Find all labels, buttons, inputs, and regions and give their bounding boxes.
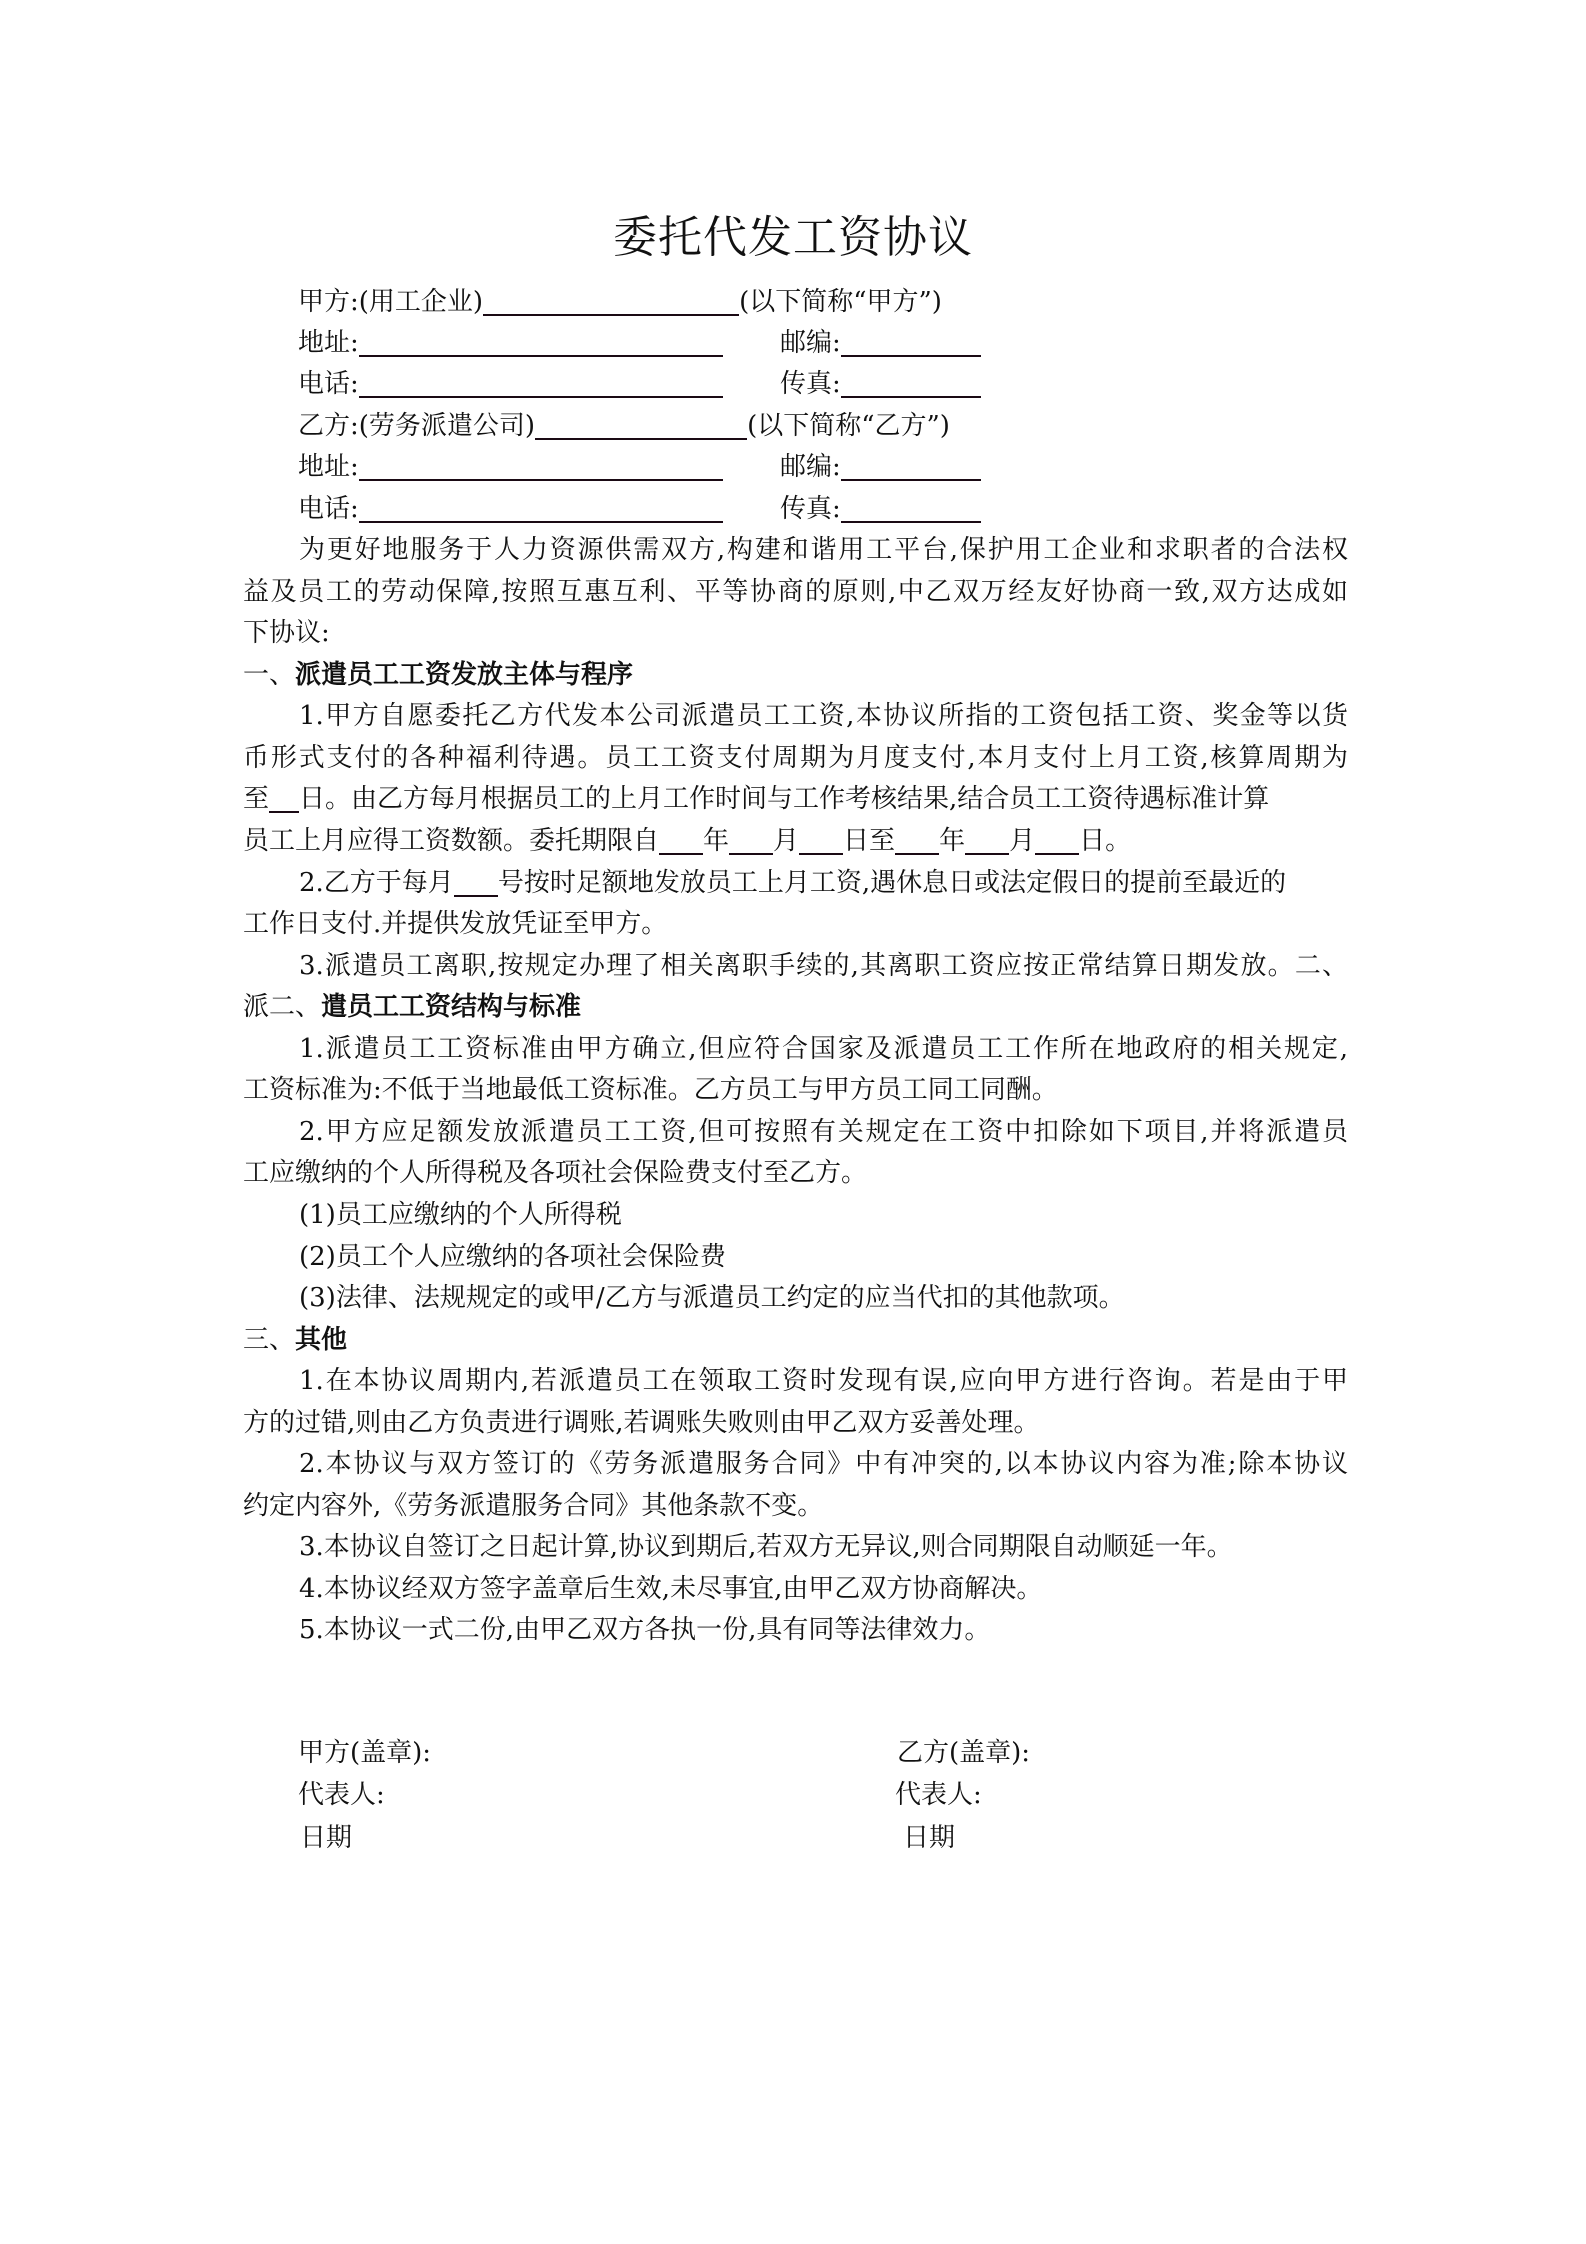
- party-a-postcode-group: [780, 322, 981, 364]
- end-year-field[interactable]: [895, 823, 939, 855]
- party-a-seal-label: 甲方(盖章):: [298, 1738, 432, 1768]
- pay-day-field[interactable]: [454, 865, 498, 897]
- party-a-row: [298, 281, 942, 323]
- section-3-item-1-line: 1.在本协议周期内,若派遣员工在领取工资时发现有误,应向甲方进行咨询。若是由于甲: [299, 1366, 1348, 1396]
- start-day-field[interactable]: [799, 823, 843, 855]
- party-b-representative-label: 代表人:: [895, 1780, 982, 1810]
- section-1-item-2-line: 工作日支付.并提供发放凭证至甲方。: [243, 909, 668, 939]
- section-3-item-5: 5.本协议一式二份,由甲乙双方各执一份,具有同等法律效力。: [299, 1615, 991, 1645]
- party-b-fax-group: [780, 488, 981, 530]
- section-1-item-2-line: [243, 862, 1404, 904]
- section-1-title: 派遣员工工资发放主体与程序: [295, 660, 634, 690]
- section-3-title: 其他: [295, 1325, 348, 1355]
- party-b-fax-field[interactable]: [841, 491, 981, 523]
- party-a-fax-field[interactable]: [841, 366, 981, 398]
- section-3-item-4: 4.本协议经双方签字盖章后生效,未尽事宜,由甲乙双方协商解决。: [299, 1574, 1043, 1604]
- party-b-suffix: (以下简称“乙方”): [747, 411, 950, 441]
- party-a-postcode-field[interactable]: [841, 325, 981, 357]
- preamble-line: 益及员工的劳动保障,按照互惠互利、平等协商的原则,中乙双万经友好协商一致,双方达成如: [243, 577, 1348, 607]
- text-span: 日。由乙方每月根据员工的上月工作时间与工作考核结果,结合员工工资待遇标准计算: [299, 784, 1270, 814]
- party-a-phone-row: [298, 363, 998, 405]
- party-b-address-row: [298, 446, 998, 488]
- text-span: 年: [703, 826, 730, 856]
- party-b-phone-row: [298, 488, 998, 530]
- cycle-day-field[interactable]: [269, 781, 299, 813]
- party-a-label: 甲方:(用工企业): [298, 287, 484, 317]
- section-3-number: 三、: [243, 1325, 296, 1355]
- party-b-address-label: 地址:: [298, 452, 359, 482]
- text-span: 年: [939, 826, 966, 856]
- section-2-item-1-line: 1.派遣员工工资标准由甲方确立,但应符合国家及派遣员工工作所在地政府的相关规定,: [299, 1034, 1348, 1064]
- party-b-phone-field[interactable]: [359, 491, 723, 523]
- section-2-prefix: 派二、: [243, 992, 322, 1022]
- text-span: 号按时足额地发放员工上月工资,遇休息日或法定假日的提前至最近的: [497, 868, 1287, 898]
- section-2-sub-item: (3)法律、法规规定的或甲/乙方与派遣员工约定的应当代扣的其他款项。: [299, 1283, 1125, 1313]
- section-2-title: 遣员工工资结构与标准: [321, 992, 582, 1022]
- party-a-suffix: (以下简称“甲方”): [739, 287, 942, 317]
- text-span: 员工上月应得工资数额。委托期限自: [243, 826, 660, 856]
- party-a-postcode-label: 邮编:: [780, 328, 841, 358]
- party-a-address-label: 地址:: [298, 328, 359, 358]
- text-span: 月: [773, 826, 800, 856]
- section-3-item-2-line: 2.本协议与双方签订的《劳务派遣服务合同》中有冲突的,以本协议内容为准;除本协议: [299, 1449, 1348, 1479]
- section-2-item-1-line: 工资标准为:不低于当地最低工资标准。乙方员工与甲方员工同工同酬。: [243, 1075, 1058, 1105]
- party-b-address-field[interactable]: [359, 449, 723, 481]
- text-span: 2.乙方于每月: [299, 868, 454, 898]
- party-a-address-field[interactable]: [359, 325, 723, 357]
- party-a-phone-field[interactable]: [359, 366, 723, 398]
- party-a-representative-label: 代表人:: [298, 1780, 385, 1810]
- section-1-item-1-line: 1.甲方自愿委托乙方代发本公司派遣员工工资,本协议所指的工资包括工资、奖金等以货: [299, 701, 1348, 731]
- end-month-field[interactable]: [965, 823, 1009, 855]
- party-b-phone-label: 电话:: [298, 494, 359, 524]
- party-b-row: [298, 405, 950, 447]
- section-2-sub-item: (2)员工个人应缴纳的各项社会保险费: [299, 1242, 726, 1272]
- text-span: 日至: [843, 826, 896, 856]
- party-b-seal-label: 乙方(盖章):: [897, 1738, 1031, 1768]
- party-a-fax-group: [780, 363, 981, 405]
- party-a-fax-label: 传真:: [780, 369, 841, 399]
- party-b-date-label: 日期: [903, 1823, 956, 1853]
- section-3-item-3: 3.本协议自签订之日起计算,协议到期后,若双方无异议,则合同期限自动顺延一年。: [299, 1532, 1233, 1562]
- section-1-item-1-line: [243, 778, 1348, 820]
- section-1-item-3-line: 3.派遣员工离职,按规定办理了相关离职手续的,其离职工资应按正常结算日期发放。二、: [299, 951, 1348, 981]
- end-day-field[interactable]: [1035, 823, 1079, 855]
- party-b-label: 乙方:(劳务派遣公司): [298, 411, 536, 441]
- section-1-number: 一、: [243, 660, 296, 690]
- party-b-postcode-group: [780, 446, 981, 488]
- document-title: 委托代发工资协议: [613, 212, 973, 263]
- text-span: 月: [1009, 826, 1036, 856]
- preamble-line: 下协议:: [243, 618, 330, 648]
- start-month-field[interactable]: [729, 823, 773, 855]
- section-1-item-1-line: [243, 820, 1348, 862]
- party-a-address-row: [298, 322, 998, 364]
- text-span: 日。: [1079, 826, 1132, 856]
- section-2-item-2-line: 工应缴纳的个人所得税及各项社会保险费支付至乙方。: [243, 1158, 868, 1188]
- party-b-fax-label: 传真:: [780, 494, 841, 524]
- section-3-item-2-line: 约定内容外,《劳务派遣服务合同》其他条款不变。: [243, 1491, 824, 1521]
- party-a-name-field[interactable]: [483, 284, 739, 316]
- section-2-item-2-line: 2.甲方应足额发放派遣员工工资,但可按照有关规定在工资中扣除如下项目,并将派遣员: [299, 1117, 1348, 1147]
- party-b-postcode-label: 邮编:: [780, 452, 841, 482]
- section-3-heading: [243, 1319, 1348, 1361]
- party-a-date-label: 日期: [300, 1823, 353, 1853]
- section-3-item-1-line: 方的过错,则由乙方负责进行调账,若调账失败则由甲乙双方妥善处理。: [243, 1408, 1040, 1438]
- section-2-heading: [243, 986, 1348, 1028]
- start-year-field[interactable]: [659, 823, 703, 855]
- party-b-name-field[interactable]: [535, 408, 747, 440]
- section-2-sub-item: (1)员工应缴纳的个人所得税: [299, 1200, 622, 1230]
- preamble-line: 为更好地服务于人力资源供需双方,构建和谐用工平台,保护用工企业和求职者的合法权: [299, 535, 1348, 565]
- section-1-heading: [243, 654, 1348, 696]
- party-b-postcode-field[interactable]: [841, 449, 981, 481]
- party-a-phone-label: 电话:: [298, 369, 359, 399]
- section-1-item-1-line: 币形式支付的各种福利待遇。员工工资支付周期为月度支付,本月支付上月工资,核算周期为: [243, 743, 1348, 773]
- text-span: 至: [243, 784, 270, 814]
